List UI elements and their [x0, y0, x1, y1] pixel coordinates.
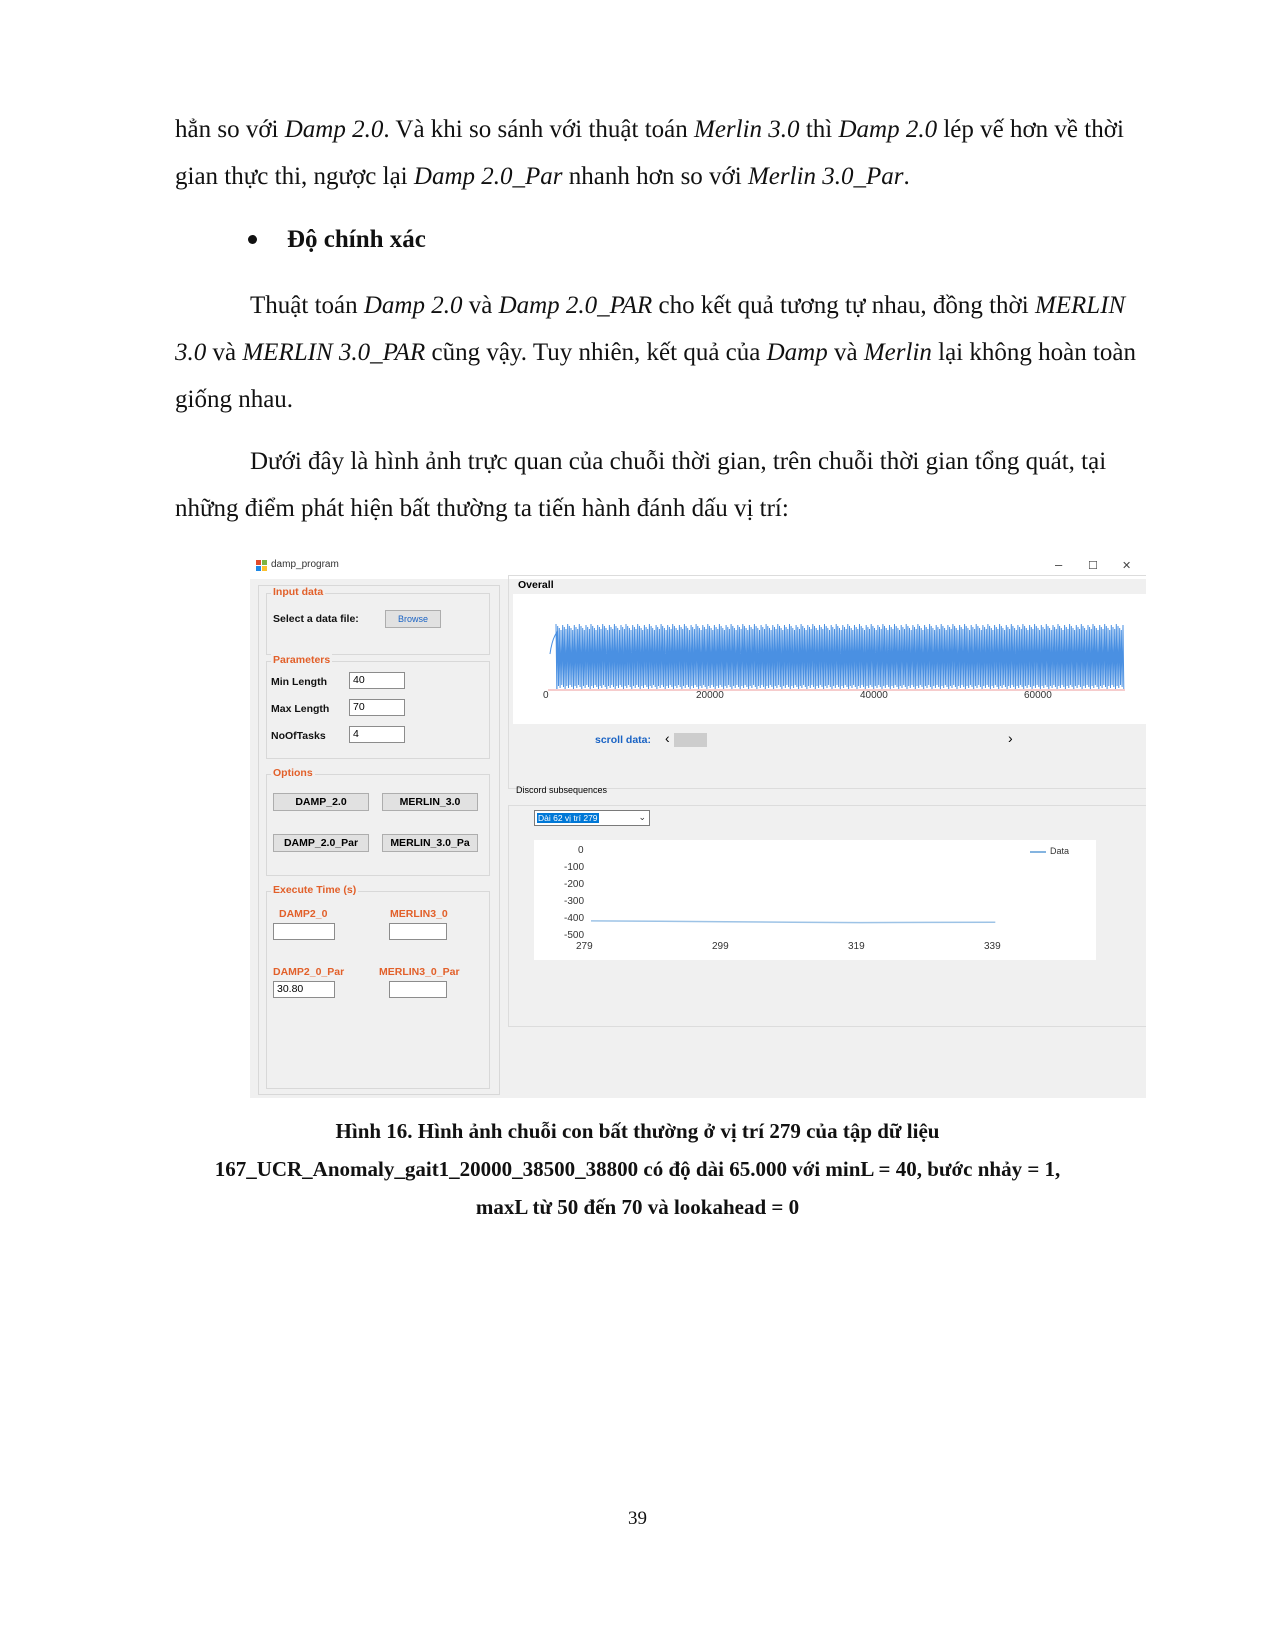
max-length-label: Max Length [271, 703, 330, 715]
window-title: damp_program [271, 559, 339, 570]
discord-label: Discord subsequences [516, 785, 608, 795]
tasks-input[interactable]: 4 [349, 726, 405, 743]
discord-x-tick: 319 [848, 941, 865, 952]
italic-run: Damp 2.0_PAR [498, 292, 653, 319]
options-group [266, 774, 490, 876]
text-run: nhanh hơn so với [562, 163, 748, 190]
paragraph-3: Dưới đây là hình ảnh trực quan của chuỗi thời gian, trên chuỗi thời gian tổng quát, tại những điểm phát hiện bất thường ta tiến hành đánh dấu vị trí: [175, 448, 1107, 522]
merlin-par-button[interactable]: MERLIN_3.0_Pa [382, 834, 478, 852]
close-icon[interactable]: ✕ [1122, 560, 1132, 572]
damp2-par-time-input[interactable]: 30.80 [273, 981, 335, 998]
browse-button[interactable]: Browse [385, 610, 441, 628]
overall-x-tick: 60000 [1024, 690, 1052, 701]
figure-caption-line-3: maxL từ 50 đến 70 và lookahead = 0 [475, 1195, 800, 1219]
tasks-label: NoOfTasks [271, 730, 326, 742]
discord-x-tick: 299 [712, 941, 729, 952]
italic-run: Merlin [863, 339, 932, 366]
max-length-input[interactable]: 70 [349, 699, 405, 716]
damp-button[interactable]: DAMP_2.0 [273, 793, 369, 811]
page-number: 39 [628, 1508, 647, 1529]
bullet-text: Độ chính xác [287, 226, 426, 253]
damp-par-button[interactable]: DAMP_2.0_Par [273, 834, 369, 852]
min-length-label: Min Length [271, 676, 327, 688]
options-label: Options [273, 767, 313, 779]
italic-run: MERLIN 3.0_PAR [242, 339, 426, 366]
overall-chart [513, 594, 1146, 724]
discord-select[interactable] [534, 810, 650, 826]
execute-time-label: Execute Time (s) [273, 884, 357, 896]
discord-x-tick: 279 [576, 941, 593, 952]
discord-select-value: Dài 62 vị trí 279 [538, 813, 598, 823]
overall-series [548, 624, 1125, 690]
bullet-dot-icon [248, 235, 257, 244]
italic-run: Damp [766, 339, 828, 366]
scroll-label: scroll data: [595, 734, 652, 746]
italic-run: Damp 2.0 [284, 116, 384, 143]
overall-label: Overall [518, 579, 554, 591]
overall-x-tick: 0 [543, 690, 549, 701]
merlin-button[interactable]: MERLIN_3.0 [382, 793, 478, 811]
parameters-label: Parameters [273, 654, 331, 666]
text-run: cho kết quả tương tự nhau, đồng thời [652, 292, 1035, 319]
overall-series-line [556, 624, 1124, 689]
app-screenshot [250, 553, 1146, 1098]
italic-run: Merlin 3.0_Par [747, 163, 904, 190]
scroll-left-icon[interactable]: ‹ [665, 730, 670, 746]
bullet-heading [248, 226, 426, 254]
damp2-par-label: DAMP2_0_Par [273, 966, 345, 978]
maximize-icon[interactable]: ☐ [1088, 560, 1098, 572]
app-icon [256, 560, 267, 571]
discord-y-tick: -300 [564, 896, 585, 907]
text-run: thì [799, 116, 839, 143]
italic-run: Damp 2.0 [838, 116, 938, 143]
text-run: hẳn so với [175, 116, 285, 143]
input-data-label: Input data [273, 586, 324, 598]
chevron-down-icon: ⌄ [638, 812, 646, 822]
text-run: và [462, 292, 499, 319]
discord-y-tick: -200 [564, 879, 585, 890]
text-run: lại không hoàn toàn giống nhau. [175, 339, 1137, 413]
minimize-icon[interactable]: – [1055, 557, 1063, 572]
italic-run: MERLIN 3.0 [175, 292, 1126, 366]
text-run: . Và khi so sánh với thuật toán [383, 116, 695, 143]
scroll-thumb[interactable] [674, 733, 707, 747]
italic-run: Damp 2.0 [363, 292, 463, 319]
paragraph-1 [175, 106, 1150, 200]
text-run: Thuật toán [250, 292, 364, 319]
text-run: . [903, 163, 910, 190]
figure-caption-line-1: Hình 16. Hình ảnh chuỗi con bất thường ở vị trí 279 của tập dữ liệu [335, 1119, 940, 1143]
damp2-time-input[interactable] [273, 923, 335, 940]
overall-x-tick: 20000 [696, 690, 724, 701]
discord-chart [534, 840, 1096, 960]
discord-y-tick: -500 [564, 930, 585, 941]
discord-y-tick: 0 [578, 845, 584, 856]
text-run: lép vế hơn về thời gian thực thi, ngược lại [175, 116, 1124, 190]
paragraph-2 [175, 282, 1150, 423]
legend-label: Data [1050, 846, 1070, 856]
text-run: và [827, 339, 864, 366]
merlin3-par-time-input[interactable] [389, 981, 447, 998]
merlin3-label: MERLIN3_0 [390, 908, 448, 920]
discord-x-tick: 339 [984, 941, 1001, 952]
overall-x-tick: 40000 [860, 690, 888, 701]
merlin3-time-input[interactable] [389, 923, 447, 940]
scroll-right-icon[interactable]: › [1008, 730, 1013, 746]
select-file-label: Select a data file: [273, 613, 359, 625]
italic-run: Damp 2.0_Par [413, 163, 563, 190]
damp2-label: DAMP2_0 [279, 908, 328, 920]
text-run: và [206, 339, 243, 366]
min-length-input[interactable]: 40 [349, 672, 405, 689]
discord-y-tick: -100 [564, 862, 585, 873]
discord-y-tick: -400 [564, 913, 585, 924]
discord-series-line [591, 921, 995, 923]
text-run: cũng vậy. Tuy nhiên, kết quả của [425, 339, 767, 366]
figure-caption-line-2: 167_UCR_Anomaly_gait1_20000_38500_38800 có độ dài 65.000 với minL = 40, bước nhảy = 1, [214, 1157, 1061, 1181]
italic-run: Merlin 3.0 [694, 116, 800, 143]
merlin3-par-label: MERLIN3_0_Par [379, 966, 460, 978]
